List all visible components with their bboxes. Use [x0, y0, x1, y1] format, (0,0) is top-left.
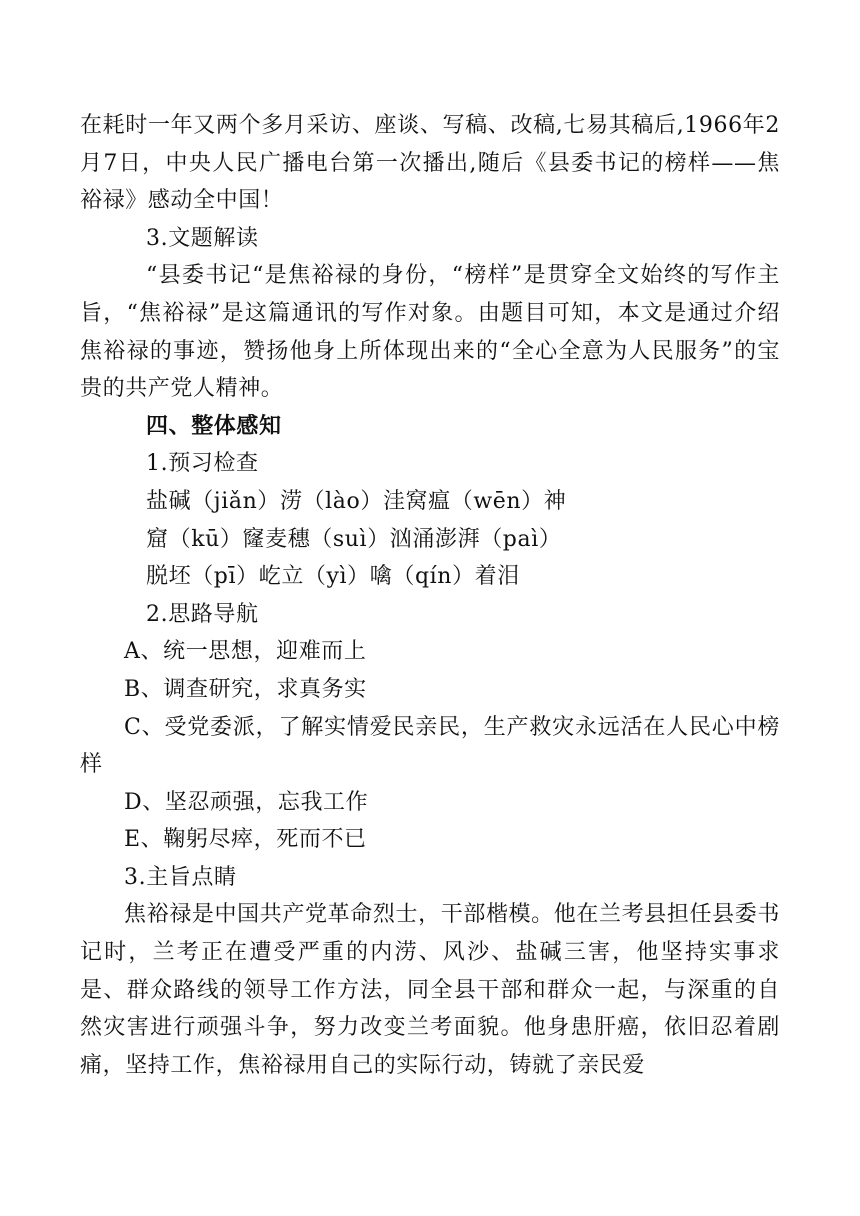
route-item-b: B、调查研究，求真务实 [124, 676, 367, 702]
heading-title-reading: 3.文题解读 [146, 225, 259, 251]
route-item-a: A、统一思想，迎难而上 [124, 639, 367, 665]
paragraph-title-interpretation: “县委书记“是焦裕禄的身份，“榜样”是贯穿全文始终的写作主旨，“焦裕禄”是这篇通讯的写作对象。由题目可知，本文是通过介绍焦裕禄的事迹，赞扬他身上所体现出来的“全心全意为人民服务”的宝贵的共产党人精神。 [80, 263, 780, 402]
paragraph-theme-summary: 焦裕禄是中国共产党革命烈士，干部楷模。他在兰考县担任县委书记时，兰考正在遭受严重的内涝、风沙、盐碱三害，他坚持实事求是、群众路线的领导工作方法，同全县干部和群众一起，与深重的自然灾害进行顽强斗争，努力改变兰考面貌。他身患肝癌，依旧忍着剧痛，坚持工作，焦裕禄用自己的实际行动，铸就了亲民爱 [80, 902, 780, 1078]
route-item-c: C、受党委派，了解实情爱民亲民，生产救灾永远活在人民心中榜样 [80, 714, 780, 778]
document-page [80, 107, 780, 1084]
paragraph-broadcast-history: 在耗时一年又两个多月采访、座谈、写稿、改稿,七易其稿后,1966年2月7日，中央人民广播电台第一次播出,随后《县委书记的榜样——焦裕禄》感动全中国！ [80, 113, 780, 214]
pinyin-line-3: 脱坯（pī）屹立（yì）噙（qín）着泪 [146, 564, 520, 590]
heading-preview-check: 1.预习检查 [146, 451, 259, 477]
route-item-e: E、鞠躬尽瘁，死而不已 [124, 827, 367, 853]
heading-route-guide: 2.思路导航 [146, 601, 259, 627]
pinyin-line-1: 盐碱（jiǎn）涝（lào）洼窝瘟（wēn）神 [146, 488, 567, 514]
heading-theme: 3.主旨点睛 [124, 864, 237, 890]
heading-section-four: 四、整体感知 [146, 412, 282, 439]
pinyin-line-2: 窟（kū）窿麦穗（suì）汹涌澎湃（paì） [146, 526, 562, 552]
route-item-d: D、坚忍顽强，忘我工作 [124, 789, 369, 815]
